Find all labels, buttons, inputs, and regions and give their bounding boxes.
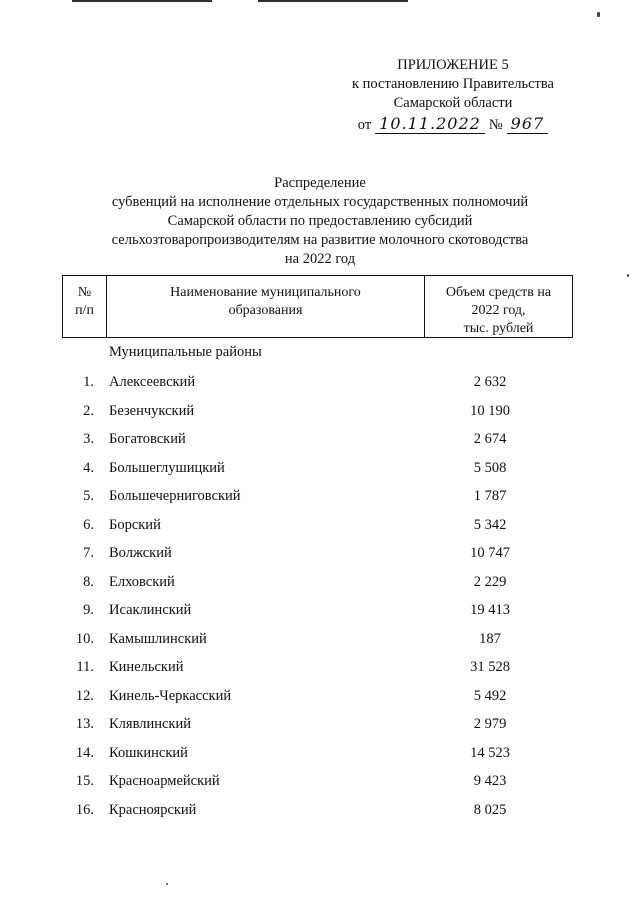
table-row — [0, 540, 639, 569]
table-row — [0, 768, 639, 797]
title-line-1: Распределение — [274, 175, 366, 191]
row-number: 11. — [76, 659, 94, 675]
table-row — [0, 740, 639, 769]
funding-value: 9 423 — [473, 773, 507, 789]
group-heading: Муниципальные районы — [109, 344, 262, 360]
municipality-name: Большеглушицкий — [109, 459, 225, 476]
decree-date: 10.11.2022 — [375, 114, 485, 134]
table-row — [0, 398, 639, 427]
table-row — [0, 483, 639, 512]
scan-speck — [166, 883, 168, 885]
row-number: 14. — [75, 744, 94, 761]
row-number: 3. — [83, 431, 94, 447]
table-row — [0, 683, 639, 712]
municipality-name: Кошкинский — [109, 744, 188, 761]
table-row — [0, 569, 639, 598]
header-volume-line-1: Объем средств на — [445, 285, 552, 300]
municipality-name: Безенчукский — [109, 402, 195, 419]
table-row — [0, 597, 639, 626]
funding-value: 14 523 — [470, 744, 510, 761]
scan-speck — [597, 12, 600, 17]
row-number: 7. — [83, 545, 94, 561]
municipality-name: Кинельский — [109, 659, 184, 675]
row-number: 2. — [83, 402, 94, 419]
funding-value: 5 492 — [473, 687, 507, 704]
decree-reference — [330, 114, 576, 135]
table-row — [0, 711, 639, 740]
row-number: 5. — [83, 488, 94, 504]
municipality-name: Борский — [109, 516, 161, 533]
municipality-name: Алексеевский — [109, 374, 196, 390]
municipality-name: Большечерниговский — [109, 488, 241, 504]
municipality-name: Кинель-Черкасский — [109, 687, 232, 704]
funding-value: 31 528 — [470, 659, 510, 675]
funding-value: 2 979 — [473, 716, 507, 732]
municipality-name: Камышлинский — [109, 630, 207, 647]
number-label: № — [488, 117, 503, 133]
row-number: 1. — [83, 374, 94, 390]
appendix-line-1: к постановлению Правительства — [352, 76, 554, 92]
municipality-name: Красноярский — [109, 801, 197, 818]
decree-number: 967 — [507, 114, 549, 134]
header-number-line-1: № — [77, 285, 92, 300]
row-number: 12. — [75, 687, 94, 704]
from-label: от — [357, 117, 372, 133]
funding-value: 1 787 — [473, 488, 507, 504]
row-number: 15. — [75, 773, 94, 789]
row-number: 10. — [75, 630, 94, 647]
header-volume-line-2: 2022 год, — [471, 303, 526, 318]
appendix-header: ПРИЛОЖЕНИЕ 5 — [397, 57, 509, 73]
municipality-name: Богатовский — [109, 431, 186, 447]
title-line-3: Самарской области по предоставлению субсидий — [167, 213, 473, 229]
row-number: 4. — [83, 459, 94, 476]
table-row — [0, 512, 639, 541]
table-row — [0, 369, 639, 398]
municipality-name: Красноармейский — [109, 773, 220, 789]
municipality-name: Волжский — [109, 545, 172, 561]
scan-edge-mark — [258, 0, 408, 2]
scan-edge-mark — [72, 0, 212, 2]
municipality-name: Исаклинский — [109, 602, 192, 618]
title-line-4: сельхозтоваропроизводителям на развитие молочного скотоводства — [111, 232, 529, 248]
header-volume-line-3: тыс. рублей — [463, 321, 534, 336]
row-number: 6. — [83, 516, 94, 533]
table-row — [0, 626, 639, 655]
header-name-line-1: Наименование муниципального — [170, 285, 361, 300]
municipality-name: Клявлинский — [109, 716, 191, 732]
table-header — [62, 275, 573, 338]
funding-value: 8 025 — [473, 801, 507, 818]
funding-value: 5 342 — [473, 516, 507, 533]
header-name-line-2: образования — [228, 303, 303, 318]
row-number: 16. — [75, 801, 94, 818]
title-line-5: на 2022 год — [284, 251, 356, 267]
header-name-column — [107, 276, 425, 337]
appendix-block — [330, 56, 576, 135]
funding-value: 2 632 — [473, 374, 507, 390]
funding-value: 5 508 — [473, 459, 507, 476]
scan-speck — [627, 274, 629, 277]
funding-value: 187 — [479, 630, 501, 647]
document-title — [40, 174, 600, 269]
funding-value: 2 229 — [473, 573, 507, 590]
title-line-2: субвенций на исполнение отдельных государственных полномочий — [111, 194, 529, 210]
header-number-line-2: п/п — [75, 303, 94, 318]
appendix-line-2: Самарской области — [393, 95, 513, 111]
row-number: 13. — [75, 716, 94, 732]
municipality-name: Елховский — [109, 573, 175, 590]
row-number: 9. — [83, 602, 94, 618]
row-number: 8. — [83, 573, 94, 590]
table-body — [0, 369, 639, 825]
header-volume-column — [425, 276, 572, 337]
funding-value: 19 413 — [470, 602, 510, 618]
table-row — [0, 455, 639, 484]
table-row — [0, 797, 639, 826]
table-row — [0, 426, 639, 455]
funding-value: 10 190 — [470, 402, 510, 419]
header-number-column — [63, 276, 107, 337]
funding-value: 10 747 — [470, 545, 510, 561]
funding-value: 2 674 — [473, 431, 507, 447]
table-row — [0, 654, 639, 683]
